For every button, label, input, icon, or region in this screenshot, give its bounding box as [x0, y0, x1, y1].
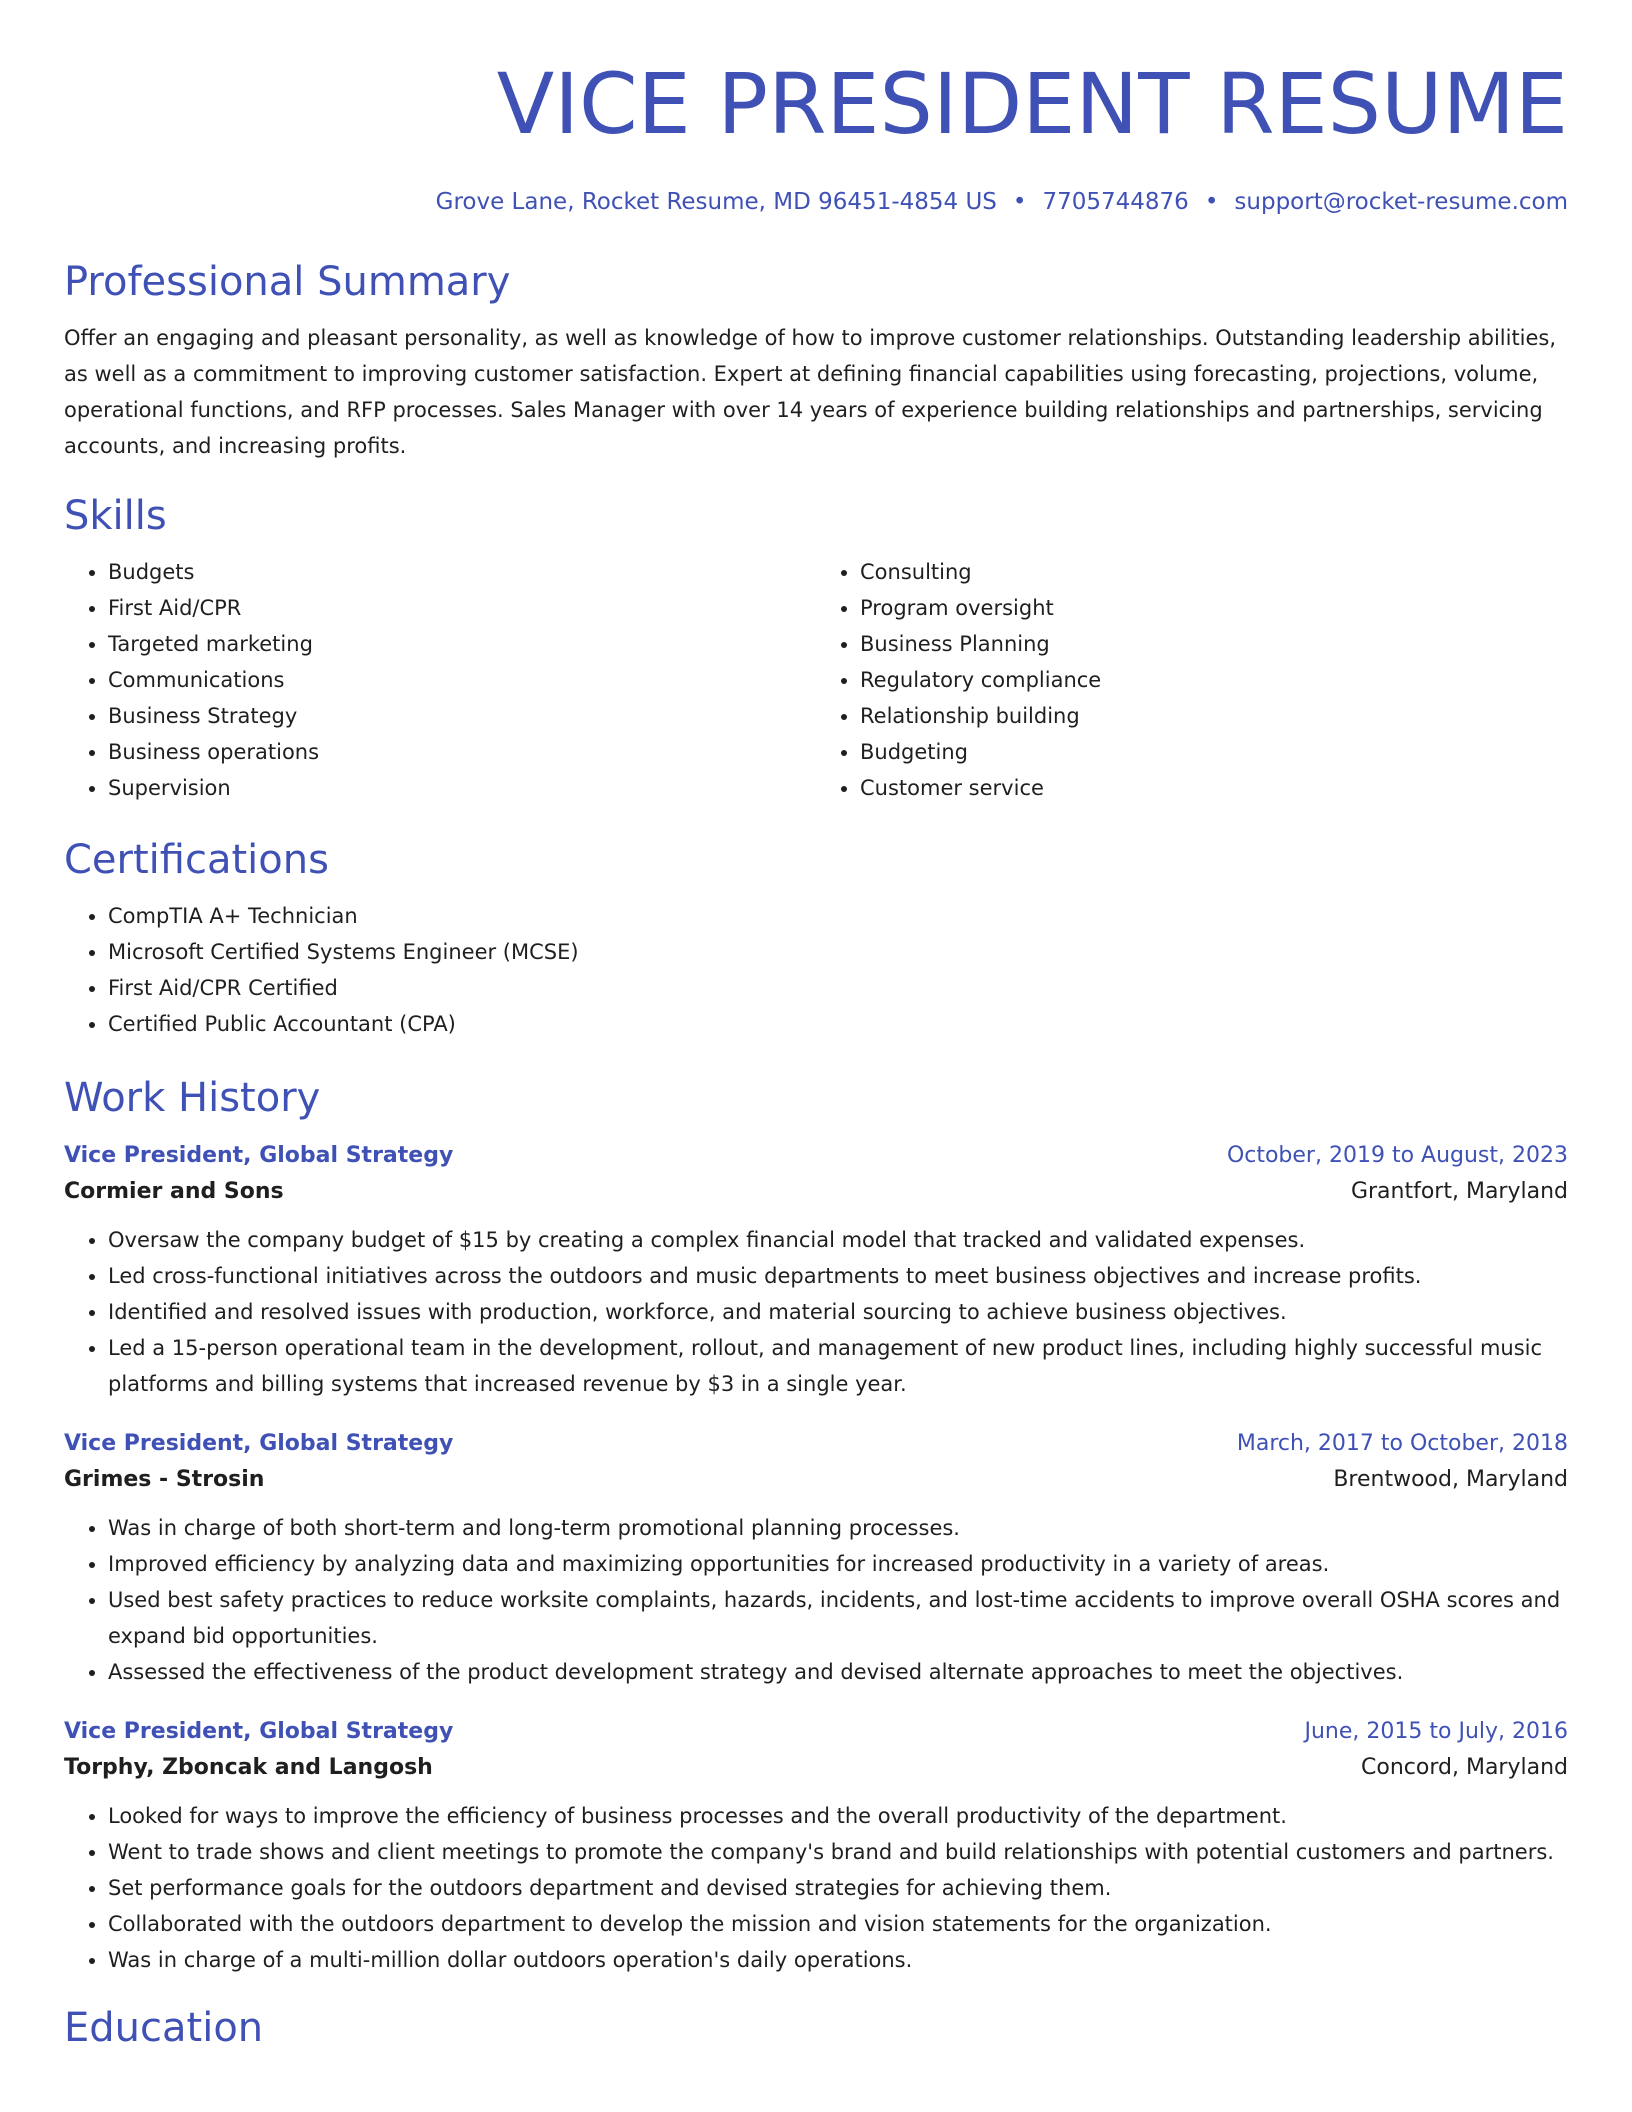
job-bullets [64, 1798, 1568, 1978]
job-location: Grantfort, Maryland [1350, 1179, 1568, 1204]
contact-separator: • [1204, 189, 1219, 215]
education-heading: Education [64, 2005, 264, 2051]
job-bullet: • Assessed the effectiveness of the product development strategy and devised alternate approaches to meet the objectives. [108, 1654, 1568, 1690]
skill-item: • Regulatory compliance [860, 662, 1568, 698]
resume-title: VICE PRESIDENT RESUME [496, 55, 1568, 153]
job-company: Grimes - Strosin [64, 1467, 265, 1492]
certification-item: • First Aid/CPR Certified [108, 970, 1568, 1006]
job-bullet: • Collaborated with the outdoors department to develop the mission and vision statements for the organization. [108, 1906, 1568, 1942]
skill-item: • Business Strategy [108, 698, 816, 734]
job-entry [64, 1138, 1568, 1402]
job-bullet: • Looked for ways to improve the efficiency of business processes and the overall productivity of the department. [108, 1798, 1568, 1834]
job-entry [64, 1714, 1568, 1978]
skill-item: • First Aid/CPR [108, 590, 816, 626]
contact-address: Grove Lane, Rocket Resume, MD 96451-4854 US [435, 189, 997, 215]
summary-text: Offer an engaging and pleasant personality, as well as knowledge of how to improve customer relationships. Outstanding leadership abilities, as well as a commitment to improving customer satisfaction. Expert at defining financial capabilities using forecasting, projections, volume, operational functions, and RFP processes. Sales Manager with over 14 years of experience building relationships and partnerships, servicing accounts, and increasing profits. [64, 326, 1557, 458]
skill-item: • Customer service [860, 770, 1568, 806]
job-bullet: • Oversaw the company budget of $15 by creating a complex financial model that tracked and validated expenses. [108, 1222, 1568, 1258]
skill-item: • Consulting [860, 554, 1568, 590]
contact-separator: • [1012, 189, 1027, 215]
job-bullet: • Was in charge of a multi-million dollar outdoors operation's daily operations. [108, 1942, 1568, 1978]
job-dates: October, 2019 to August, 2023 [1226, 1143, 1568, 1168]
contact-line [64, 188, 1568, 216]
job-bullet: • Used best safety practices to reduce worksite complaints, hazards, incidents, and lost-time accidents to improve overall OSHA scores and expand bid opportunities. [108, 1582, 1568, 1654]
skill-item: • Budgets [108, 554, 816, 590]
job-entry [64, 1426, 1568, 1690]
skills-columns [64, 554, 1568, 806]
job-company-row [64, 1174, 1568, 1210]
job-company-row [64, 1750, 1568, 1786]
contact-email[interactable]: support@rocket-resume.com [1234, 189, 1568, 215]
skill-item: • Budgeting [860, 734, 1568, 770]
job-bullet: • Set performance goals for the outdoors department and devised strategies for achieving them. [108, 1870, 1568, 1906]
skill-item: • Program oversight [860, 590, 1568, 626]
skill-item: • Relationship building [860, 698, 1568, 734]
job-title: Vice President, Global Strategy [64, 1719, 454, 1744]
certification-item: • Microsoft Certified Systems Engineer (MCSE) [108, 934, 1568, 970]
job-bullets [64, 1510, 1568, 1690]
job-bullet: • Led a 15-person operational team in the development, rollout, and management of new product lines, including highly successful music platforms and billing systems that increased revenue by $3 in a single year. [108, 1330, 1568, 1402]
job-title: Vice President, Global Strategy [64, 1143, 454, 1168]
job-company-row [64, 1462, 1568, 1498]
job-header-row [64, 1138, 1568, 1174]
summary-heading: Professional Summary [64, 259, 511, 305]
skill-item: • Targeted marketing [108, 626, 816, 662]
job-header-row [64, 1426, 1568, 1462]
skill-item: • Supervision [108, 770, 816, 806]
certifications-list [64, 898, 1568, 1042]
skills-list-right [816, 554, 1568, 806]
contact-phone: 7705744876 [1042, 189, 1189, 215]
certification-item: • CompTIA A+ Technician [108, 898, 1568, 934]
job-location: Brentwood, Maryland [1333, 1467, 1568, 1492]
skill-item: • Business Planning [860, 626, 1568, 662]
job-bullets [64, 1222, 1568, 1402]
job-location: Concord, Maryland [1361, 1755, 1568, 1780]
job-bullet: • Improved efficiency by analyzing data and maximizing opportunities for increased productivity in a variety of areas. [108, 1546, 1568, 1582]
job-company: Cormier and Sons [64, 1179, 284, 1204]
certifications-heading: Certifications [64, 837, 329, 883]
skills-heading: Skills [64, 493, 167, 539]
skills-list-left [64, 554, 816, 806]
certification-item: • Certified Public Accountant (CPA) [108, 1006, 1568, 1042]
skill-item: • Business operations [108, 734, 816, 770]
job-header-row [64, 1714, 1568, 1750]
job-bullet: • Identified and resolved issues with production, workforce, and material sourcing to achieve business objectives. [108, 1294, 1568, 1330]
work-history-heading: Work History [64, 1075, 321, 1121]
job-title: Vice President, Global Strategy [64, 1431, 454, 1456]
job-bullet: • Led cross-functional initiatives across the outdoors and music departments to meet business objectives and increase profits. [108, 1258, 1568, 1294]
job-bullet: • Went to trade shows and client meetings to promote the company's brand and build relationships with potential customers and partners. [108, 1834, 1568, 1870]
job-dates: June, 2015 to July, 2016 [1304, 1719, 1568, 1744]
job-bullet: • Was in charge of both short-term and long-term promotional planning processes. [108, 1510, 1568, 1546]
job-dates: March, 2017 to October, 2018 [1236, 1431, 1568, 1456]
job-company: Torphy, Zboncak and Langosh [64, 1755, 433, 1780]
skill-item: • Communications [108, 662, 816, 698]
